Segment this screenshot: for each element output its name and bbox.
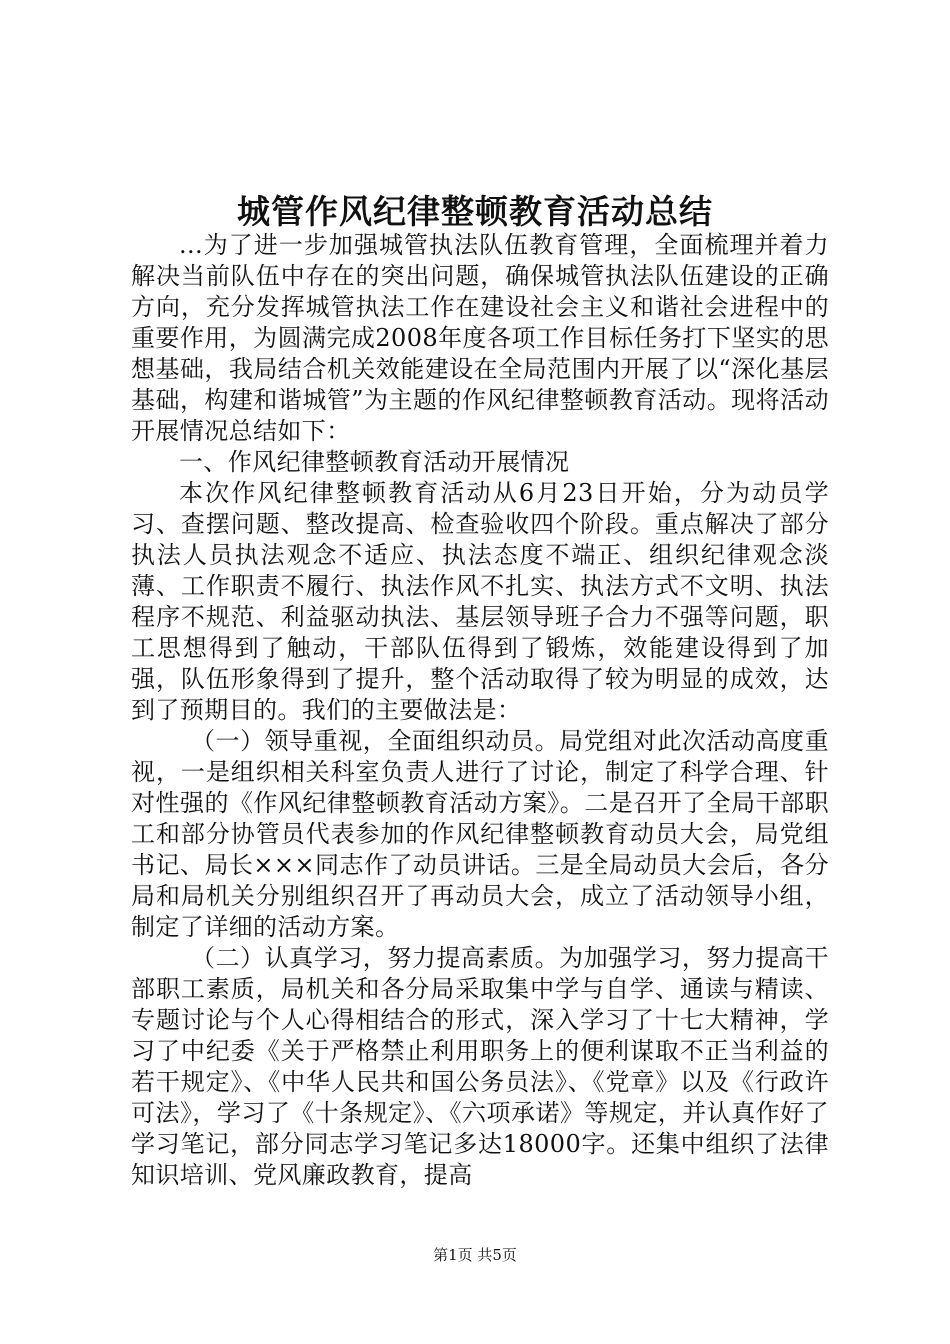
document-title: 城管作风纪律整顿教育活动总结	[237, 192, 713, 231]
page-number-footer: 第1页 共5页	[433, 1246, 517, 1264]
paragraph-intro: ...为了进一步加强城管执法队伍教育管理，全面梳理并着力解决当前队伍中存在的突出问题，确保城管执法队伍建设的正确方向，充分发挥城管执法工作在建设社会主义和谐社会进程中的重要作用，为圆满完成2008年度各项工作目标任务打下坚实的思想基础，我局结合机关效能建设在全局范围内开展了以“深化基层基础，构建和谐城管”为主题的作风纪律整顿教育活动。现将活动开展情况总结如下：	[131, 231, 829, 445]
document-body	[131, 230, 829, 1191]
section-heading-1: 一、作风纪律整顿教育活动开展情况	[179, 448, 570, 476]
paragraph-overview: 本次作风纪律整顿教育活动从6月23日开始，分为动员学习、查摆问题、整改提高、检查验收四个阶段。重点解决了部分执法人员执法观念不适应、执法态度不端正、组织纪律观念淡薄、工作职责不履行、执法作风不扎实、执法方式不文明、执法程序不规范、利益驱动执法、基层领导班子合力不强等问题，职工思想得到了触动，干部队伍得到了锻炼，效能建设得到了加强，队伍形象得到了提升，整个活动取得了较为明显的成效，达到了预期目的。我们的主要做法是：	[131, 479, 829, 724]
paragraph-item-2: （二）认真学习，努力提高素质。为加强学习，努力提高干部职工素质，局机关和各分局采取集中学与自学、通读与精读、专题讨论与个人心得相结合的形式，深入学习了十七大精神，学习了中纪委《关于严格禁止利用职务上的便利谋取不正当利益的若干规定》、《中华人民共和国公务员法》、《党章》以及《行政许可法》，学习了《十条规定》、《六项承诺》等规定，并认真作好了学习笔记，部分同志学习笔记多达18000字。还集中组织了法律知识培训、党风廉政教育，提高	[131, 944, 829, 1189]
paragraph-item-1: （一）领导重视，全面组织动员。局党组对此次活动高度重视，一是组织相关科室负责人进行了讨论，制定了科学合理、针对性强的《作风纪律整顿教育活动方案》。二是召开了全局干部职工和部分协管员代表参加的作风纪律整顿教育动员大会，局党组书记、局长×××同志作了动员讲话。三是全局动员大会后，各分局和局机关分别组织召开了再动员大会，成立了活动领导小组，制定了详细的活动方案。	[131, 727, 829, 941]
